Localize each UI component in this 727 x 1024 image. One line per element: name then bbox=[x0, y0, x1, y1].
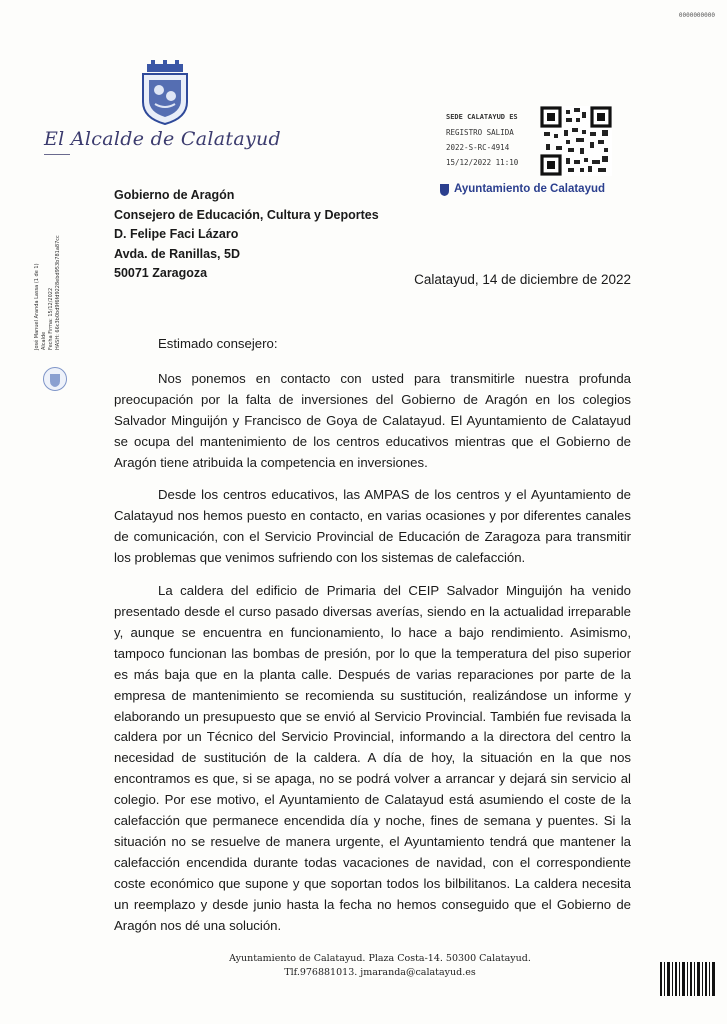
barcode-icon bbox=[660, 962, 716, 996]
signer-role: Alcalde bbox=[41, 331, 47, 350]
registry-lines bbox=[446, 110, 518, 170]
margin-signature bbox=[34, 235, 74, 350]
qr-code-icon bbox=[540, 106, 612, 176]
footer-address-line: Ayuntamiento de Calatayud. Plaza Costa-14. 50300 Calatayud. bbox=[229, 953, 531, 964]
signature-hash: HASH: 66c3b0bd9f6fd9228ebd953b781a87cc bbox=[55, 235, 61, 350]
title-rule bbox=[44, 154, 70, 155]
body-paragraph: Desde los centros educativos, las AMPAS de los centros y el Ayuntamiento de Calatayud nos hemos puesto en contacto, en varias ocasiones y por diferentes canales de comunicación, con el Servicio Provincial de Educación de Zaragoza para transmitir los problemas que venimos sufriendo con los sistemas de calefacción. bbox=[114, 487, 631, 566]
registry-entity-name: Ayuntamiento de Calatayud bbox=[454, 183, 606, 195]
addressee-line: D. Felipe Faci Lázaro bbox=[114, 227, 239, 241]
addressee-block bbox=[114, 186, 379, 284]
addressee-line: Avda. de Ranillas, 5D bbox=[114, 246, 240, 261]
coat-of-arms-icon bbox=[139, 60, 191, 126]
body-paragraph: La caldera del edificio de Primaria del CEIP Salvador Minguijón ha venido presentado desde el curso pasado diversas averías, siendo en la actualidad irreparable y, aunque se encuentra en funcionamiento, lo hace a bajo rendimiento. Asimismo, tampoco funcionan las bombas de presión, por lo que la temperatura del piso superior es más baja que en la planta calle. Después de varias reparaciones por parte de la empresa de mantenimiento se recomienda su sustitución, realizándose un informe y elaborando un presupuesto que se envió al Servicio Provincial. También fue revisada la caldera por un Técnico del Servicio Provincial, informando a la directora del centro la necesidad de sustitución de la caldera. A día de hoy, la situación en la que nos encontramos es que, si se apaga, no se podrá volver a arrancar y dejará sin servicio al colegio. Por ese motivo, el Ayuntamiento de Calatayud está asumiendo el coste de la calefacción que permanece encendida día y noche, fines de semana y puentes. Si la situación no se resuelve de manera urgente, el Ayuntamiento tendrá que mantener la calefacción encendida durante todas vacaciones de navidad, con el correspondiente coste económico que supone y que soportan todos los bilbilitanos. La caldera necesita un reemplazo y desde junio hasta la fecha no hemos conseguido que el Gobierno de Aragón nos dé una solución. bbox=[114, 583, 631, 933]
registry-line-type: REGISTRO SALIDA bbox=[446, 128, 514, 137]
footer-address bbox=[190, 952, 570, 980]
addressee-line: 50071 Zaragoza bbox=[114, 266, 208, 280]
municipal-logo-icon bbox=[440, 182, 449, 196]
registry-stamp bbox=[428, 96, 618, 206]
registry-line-sede: SEDE CALATAYUD ES bbox=[446, 113, 518, 121]
letter-date: Calatayud, 14 de diciembre de 2022 bbox=[414, 272, 631, 287]
document-id: 0000000000 bbox=[678, 12, 715, 19]
greeting: Estimado consejero: bbox=[158, 336, 278, 351]
letter-body bbox=[114, 334, 631, 948]
registry-line-datetime: 15/12/2022 11:10 bbox=[446, 158, 519, 167]
signer-name: José Manuel Aranda Lassa (1 de 1) bbox=[34, 263, 40, 350]
mayor-title: El Alcalde de Calatayud bbox=[44, 128, 281, 150]
signature-seal-icon bbox=[42, 366, 68, 392]
body-paragraph: Nos ponemos en contacto con usted para transmitirle nuestra profunda preocupación por la falta de inversiones del Gobierno de Aragón en los colegios Salvador Minguijón y Francisco de Goya de Calatayud. El Ayuntamiento de Calatayud se ocupa del mantenimiento de los centros educativos mientras que el Gobierno de Aragón tiene atribuida la competencia en inversiones. bbox=[114, 370, 631, 470]
signature-date: Fecha Firma: 15/12/2022 bbox=[48, 287, 54, 350]
registry-entity bbox=[440, 180, 605, 198]
registry-line-number: 2022-S-RC-4914 bbox=[446, 143, 510, 152]
margin-signature-text bbox=[34, 235, 62, 350]
footer-contact-line: Tlf.976881013. jmaranda@calatayud.es bbox=[284, 967, 476, 978]
addressee-line: Gobierno de Aragón bbox=[114, 188, 235, 202]
addressee-line: Consejero de Educación, Cultura y Deportes bbox=[114, 207, 379, 222]
